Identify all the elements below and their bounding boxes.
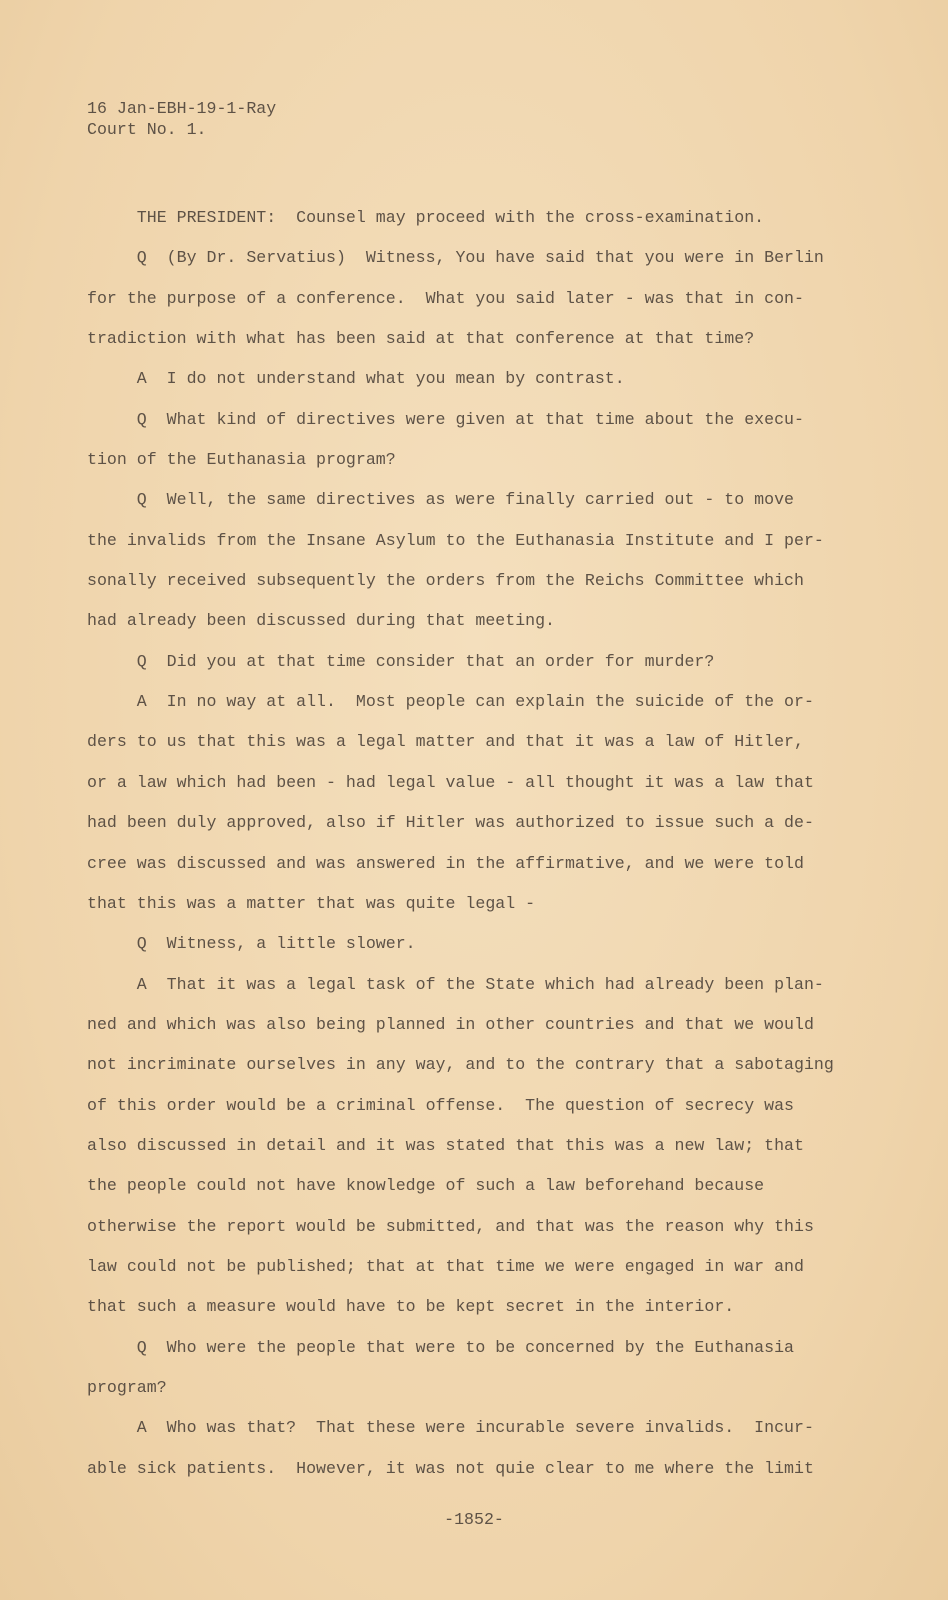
- transcript-line: ders to us that this was a legal matter and that it was a law of Hitler,: [87, 732, 804, 752]
- transcript-line: Q Well, the same directives as were finally carried out - to move: [87, 490, 795, 510]
- transcript-body: [87, 198, 834, 1489]
- transcript-line: tradiction with what has been said at that conference at that time?: [87, 329, 755, 349]
- transcript-line: A I do not understand what you mean by contrast.: [87, 369, 625, 389]
- transcript-line: tion of the Euthanasia program?: [87, 450, 396, 470]
- transcript-line: otherwise the report would be submitted, and that was the reason why this: [87, 1216, 814, 1236]
- transcript-line: A Who was that? That these were incurable severe invalids. Incur-: [87, 1418, 814, 1438]
- transcript-line: Q Who were the people that were to be concerned by the Euthanasia: [87, 1337, 795, 1357]
- transcript-line: also discussed in detail and it was stated that this was a new law; that: [87, 1135, 804, 1155]
- transcript-line: able sick patients. However, it was not quie clear to me where the limit: [87, 1458, 814, 1478]
- transcript-line: that this was a matter that was quite legal -: [87, 893, 536, 913]
- transcript-line: of this order would be a criminal offense. The question of secrecy was: [87, 1095, 795, 1115]
- reference-code: 16 Jan-EBH-19-1-Ray: [87, 99, 277, 118]
- transcript-line: Q Witness, a little slower.: [87, 934, 416, 954]
- transcript-line: had already been discussed during that meeting.: [87, 611, 556, 631]
- transcript-line: law could not be published; that at that time we were engaged in war and: [87, 1256, 804, 1276]
- transcript-line: for the purpose of a conference. What you said later - was that in con-: [87, 288, 804, 308]
- transcript-line: THE PRESIDENT: Counsel may proceed with the cross-examination.: [87, 208, 765, 227]
- transcript-line: the people could not have knowledge of such a law beforehand because: [87, 1176, 765, 1196]
- transcript-line: A In no way at all. Most people can explain the suicide of the or-: [87, 692, 814, 712]
- transcript-line: not incriminate ourselves in any way, and to the contrary that a sabotaging: [87, 1055, 834, 1075]
- transcript-line: Q What kind of directives were given at that time about the execu-: [87, 409, 804, 429]
- transcript-line: program?: [87, 1377, 167, 1397]
- court-number: Court No. 1.: [87, 120, 207, 139]
- transcript-line: sonally received subsequently the orders from the Reichs Committee which: [87, 571, 804, 591]
- page-number: -1852-: [444, 1510, 504, 1529]
- transcript-line: A That it was a legal task of the State which had already been plan-: [87, 974, 824, 994]
- transcript-line: that such a measure would have to be kept secret in the interior.: [87, 1297, 735, 1317]
- transcript-line: ned and which was also being planned in other countries and that we would: [87, 1014, 814, 1034]
- transcript-line: cree was discussed and was answered in the affirmative, and we were told: [87, 853, 804, 873]
- transcript-line: Q (By Dr. Servatius) Witness, You have said that you were in Berlin: [87, 248, 824, 268]
- transcript-line: had been duly approved, also if Hitler was authorized to issue such a de-: [87, 813, 814, 833]
- transcript-line: Q Did you at that time consider that an order for murder?: [87, 651, 715, 671]
- transcript-line: the invalids from the Insane Asylum to the Euthanasia Institute and I per-: [87, 530, 824, 550]
- document-header: [87, 98, 276, 140]
- transcript-line: or a law which had been - had legal value - all thought it was a law that: [87, 772, 814, 792]
